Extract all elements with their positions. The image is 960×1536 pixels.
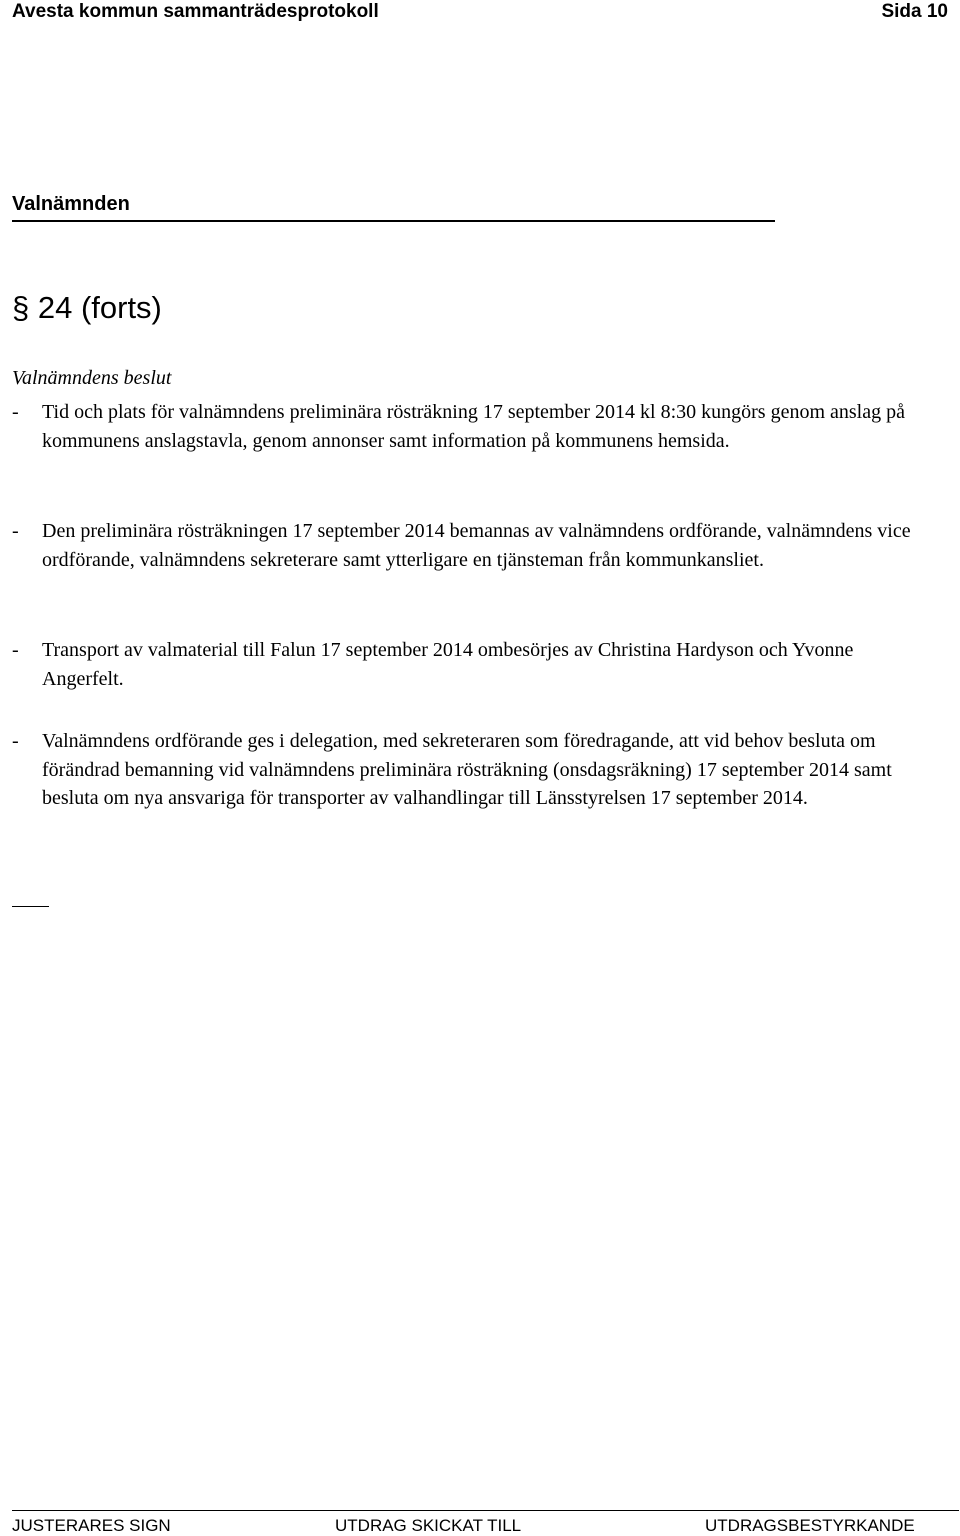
section-divider <box>12 220 775 222</box>
footer-sent-label: UTDRAG SKICKAT TILL <box>335 1516 522 1535</box>
footer-signature-label: JUSTERARES SIGN <box>12 1516 171 1535</box>
document-title: Avesta kommun sammanträdesprotokoll <box>12 1 379 22</box>
page-header <box>12 1 948 25</box>
decision-subheading: Valnämndens beslut <box>12 367 172 389</box>
list-dash: - <box>12 730 19 752</box>
list-item <box>12 398 927 455</box>
list-item <box>12 727 927 813</box>
list-dash: - <box>12 520 19 542</box>
list-item <box>12 517 927 574</box>
list-item-text: Den preliminära rösträkningen 17 september 2014 bemannas av valnämndens ordförande, valnämndens vice ordförande, valnämndens sekreterare samt ytterligare en tjänsteman från kommunkansliet. <box>42 520 911 571</box>
page-number: Sida 10 <box>881 1 948 22</box>
list-item-text: Tid och plats för valnämndens preliminära rösträkning 17 september 2014 kl 8:30 kungörs genom anslag på kommunens anslagstavla, genom annonser samt information på kommunens hemsida. <box>42 401 905 452</box>
list-item-text: Valnämndens ordförande ges i delegation, med sekreteraren som föredragande, att vid behov besluta om förändrad bemanning vid valnämndens preliminära rösträkning (onsdagsräkning) 17 september 2014 samt besluta om nya ansvariga för transporter av valhandlingar till Länsstyrelsen 17 september 2014. <box>42 730 892 809</box>
list-dash: - <box>12 401 19 423</box>
footer-certified-label: UTDRAGSBESTYRKANDE <box>705 1516 915 1535</box>
section-name: Valnämnden <box>12 193 130 215</box>
footer-divider <box>12 1510 959 1511</box>
end-rule <box>12 906 49 907</box>
list-item <box>12 636 927 693</box>
list-item-text: Transport av valmaterial till Falun 17 september 2014 ombesörjes av Christina Hardyson och Yvonne Angerfelt. <box>42 639 854 690</box>
paragraph-title: § 24 (forts) <box>12 290 162 325</box>
list-dash: - <box>12 639 19 661</box>
